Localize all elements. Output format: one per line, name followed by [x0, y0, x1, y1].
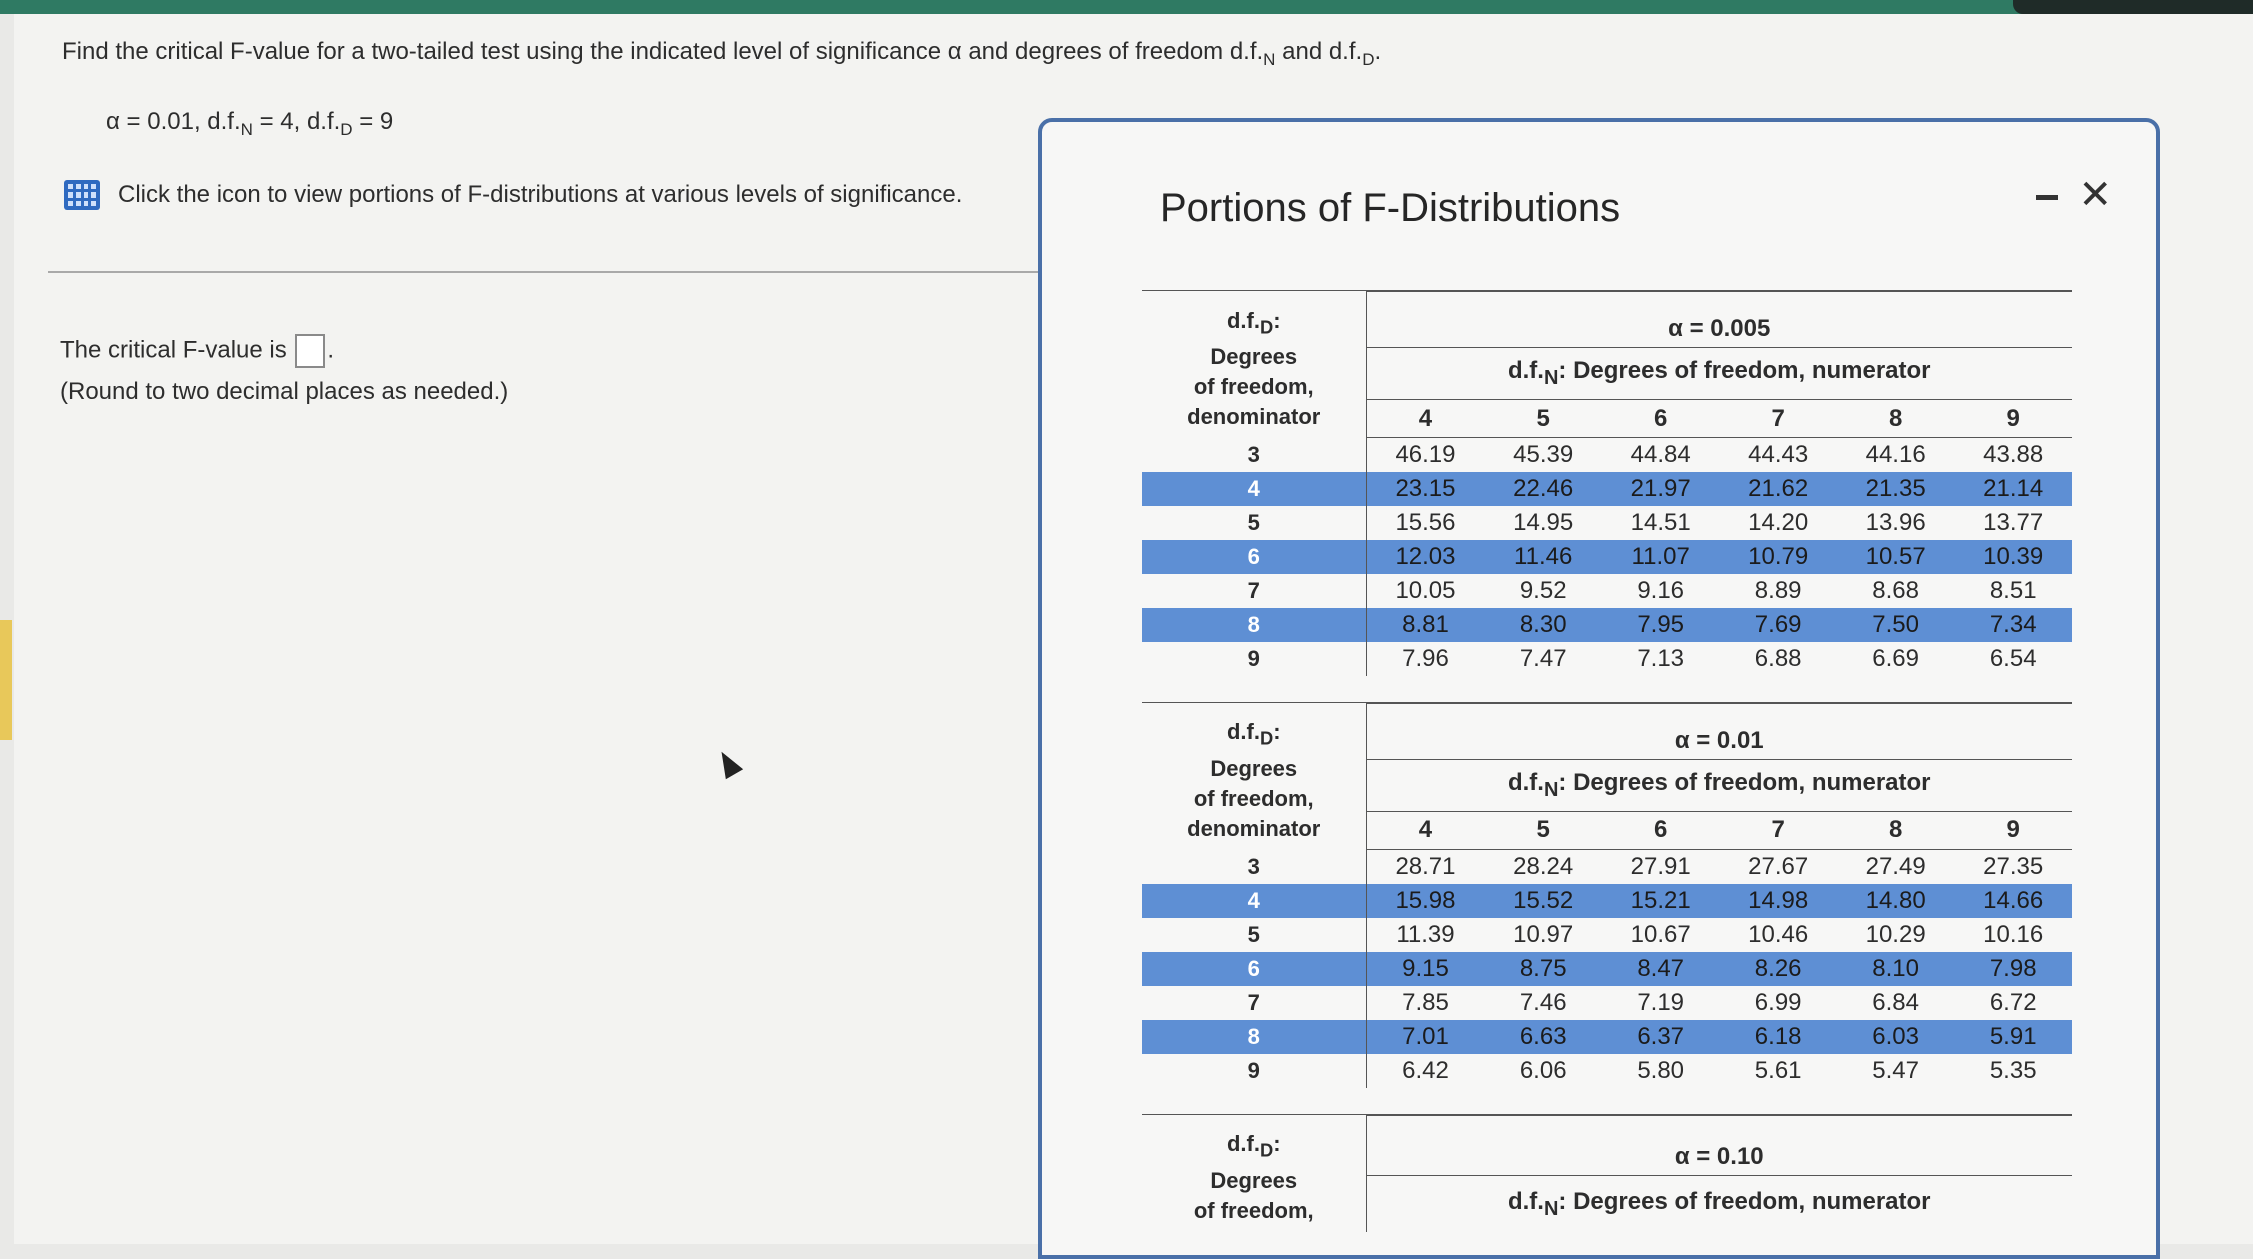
denominator-value: 6 [1142, 540, 1366, 574]
f-value-cell: 10.46 [1748, 920, 1809, 948]
f-value-cell: 6.18 [1719, 1020, 1836, 1054]
minimize-icon[interactable] [2032, 180, 2062, 210]
f-value-cell: 14.95 [1513, 508, 1574, 536]
f-value-cell: 8.26 [1719, 952, 1836, 986]
f-value-cell: 10.57 [1837, 540, 1954, 574]
denominator-value: 8 [1142, 1020, 1366, 1054]
f-value-cell: 8.51 [1989, 576, 2037, 604]
f-value-cell: 21.62 [1719, 472, 1836, 506]
f-value-cell: 28.71 [1395, 853, 1456, 881]
table-grid-icon[interactable] [64, 180, 100, 210]
denominator-label: $d.f._D$: [1226, 307, 1281, 337]
f-value-cell: 6.84 [1872, 988, 1919, 1016]
denominator-value: 5 [1142, 506, 1366, 540]
f-value-cell: 27.35 [1983, 853, 2044, 881]
denominator-value: 7 [1142, 574, 1366, 608]
column-header: 5 [1484, 811, 1601, 850]
f-value-cell: 8.89 [1754, 576, 1802, 604]
numerator-label: $d.f._N$: Degrees of freedom, numerator [1366, 1176, 2072, 1232]
table-row [1142, 506, 2072, 540]
f-value-cell: 11.07 [1602, 540, 1719, 574]
f-table [1142, 1115, 2072, 1232]
f-value-cell: 27.67 [1748, 853, 1809, 881]
question-text: Find the critical F-value for a two-tailed test using the indicated level of significance α and degrees of freedom $d.f._N$ and $d.f._D$. [62, 38, 1382, 69]
f-value-cell: 7.95 [1602, 608, 1719, 642]
f-value-cell: 27.49 [1865, 853, 1926, 881]
f-value-cell: 21.97 [1602, 472, 1719, 506]
f-value-cell: 7.19 [1637, 988, 1685, 1016]
denominator-value: 9 [1142, 1054, 1366, 1088]
column-header: 6 [1602, 399, 1719, 438]
f-value-cell: 23.15 [1366, 472, 1484, 506]
denominator-label-line: Degrees [1210, 1167, 1298, 1193]
f-value-cell: 10.16 [1983, 920, 2044, 948]
table-row [1142, 438, 2072, 472]
answer-area: The critical F-value is . (Round to two decimal places as needed.) [60, 334, 508, 406]
f-value-cell: 7.85 [1402, 988, 1449, 1016]
f-value-cell: 14.51 [1630, 508, 1691, 536]
table-row [1142, 850, 2072, 884]
answer-hint: (Round to two decimal places as needed.) [60, 378, 509, 405]
f-value-cell: 6.06 [1519, 1056, 1567, 1084]
f-value-cell: 7.46 [1519, 988, 1567, 1016]
f-value-cell: 7.01 [1366, 1020, 1484, 1054]
table-row [1142, 952, 2072, 986]
top-bar-corner [2013, 0, 2253, 14]
f-value-cell: 7.98 [1954, 952, 2072, 986]
denominator-value: 8 [1142, 608, 1366, 642]
f-value-cell: 13.77 [1983, 508, 2044, 536]
f-value-cell: 7.13 [1637, 644, 1685, 672]
f-value-cell: 6.72 [1989, 988, 2037, 1016]
denominator-value: 7 [1142, 986, 1366, 1020]
column-header: 5 [1484, 399, 1601, 438]
denominator-value: 4 [1142, 884, 1366, 918]
column-header: 4 [1366, 811, 1484, 850]
f-value-cell: 8.30 [1484, 608, 1601, 642]
f-value-cell: 15.21 [1602, 884, 1719, 918]
column-header: 7 [1719, 811, 1836, 850]
f-value-cell: 15.56 [1395, 508, 1456, 536]
denominator-label-line: of freedom, [1193, 1197, 1314, 1223]
given-parameters: α = 0.01, $d.f._N = 4$, $d.f._D = 9$ [106, 108, 394, 139]
f-value-cell: 7.47 [1519, 644, 1567, 672]
f-distribution-dialog [1038, 118, 2160, 1259]
block-gap [1142, 676, 2072, 702]
f-value-cell: 9.52 [1519, 576, 1567, 604]
view-table-text: Click the icon to view portions of F-distributions at various levels of significance. [118, 181, 963, 208]
f-value-cell: 6.88 [1754, 644, 1802, 672]
f-value-cell: 44.16 [1865, 441, 1926, 469]
f-value-cell: 9.16 [1637, 576, 1685, 604]
f-value-cell: 10.67 [1630, 920, 1691, 948]
f-value-cell: 22.46 [1484, 472, 1601, 506]
column-header: 6 [1602, 811, 1719, 850]
f-value-cell: 6.54 [1989, 644, 2037, 672]
f-table [1142, 703, 2072, 1088]
alpha-block [1142, 290, 2072, 676]
f-value-cell: 6.03 [1837, 1020, 1954, 1054]
mouse-cursor-icon [713, 747, 743, 780]
denominator-label-line: denominator [1187, 403, 1321, 429]
f-value-cell: 7.96 [1402, 644, 1449, 672]
denominator-value: 9 [1142, 642, 1366, 676]
column-header: 9 [1954, 811, 2072, 850]
f-value-cell: 7.69 [1719, 608, 1836, 642]
answer-prefix: The critical F-value is [60, 336, 287, 364]
f-value-cell: 11.46 [1484, 540, 1601, 574]
f-value-cell: 21.14 [1954, 472, 2072, 506]
table-row [1142, 642, 2072, 676]
f-value-cell: 5.80 [1637, 1056, 1685, 1084]
table-row [1142, 986, 2072, 1020]
f-value-cell: 6.69 [1872, 644, 1919, 672]
table-row [1142, 608, 2072, 642]
view-table-link[interactable] [64, 180, 962, 210]
f-value-cell: 14.98 [1719, 884, 1836, 918]
f-value-cell: 15.52 [1484, 884, 1601, 918]
denominator-header [1142, 703, 1366, 849]
table-row [1142, 918, 2072, 952]
f-value-cell: 6.63 [1484, 1020, 1601, 1054]
denominator-label: $d.f._D$: [1226, 1131, 1281, 1161]
f-value-cell: 8.47 [1602, 952, 1719, 986]
denominator-value: 6 [1142, 952, 1366, 986]
denominator-value: 3 [1142, 850, 1366, 884]
f-value-cell: 7.34 [1954, 608, 2072, 642]
f-value-cell: 10.29 [1865, 920, 1926, 948]
column-header: 7 [1719, 399, 1836, 438]
f-value-cell: 12.03 [1366, 540, 1484, 574]
dialog-title: Portions of F-Distributions [1160, 186, 1621, 230]
f-distribution-table [1142, 290, 2072, 1232]
table-row [1142, 472, 2072, 506]
f-value-cell: 44.43 [1748, 441, 1809, 469]
f-value-cell: 13.96 [1865, 508, 1926, 536]
denominator-value: 4 [1142, 472, 1366, 506]
denominator-label-line: Degrees [1210, 755, 1298, 781]
table-row [1142, 1020, 2072, 1054]
f-value-cell: 5.61 [1754, 1056, 1802, 1084]
f-value-cell: 6.37 [1602, 1020, 1719, 1054]
f-value-cell: 43.88 [1983, 441, 2044, 469]
f-value-cell: 27.91 [1630, 853, 1691, 881]
f-table [1142, 291, 2072, 676]
column-header: 8 [1837, 811, 1954, 850]
f-value-cell: 6.42 [1402, 1056, 1449, 1084]
f-value-cell: 9.15 [1366, 952, 1484, 986]
f-value-cell: 5.47 [1872, 1056, 1919, 1084]
f-value-cell: 8.75 [1484, 952, 1601, 986]
answer-input[interactable] [295, 334, 325, 368]
denominator-value: 3 [1142, 438, 1366, 472]
table-row [1142, 1054, 2072, 1088]
f-value-cell: 14.66 [1954, 884, 2072, 918]
f-value-cell: 45.39 [1513, 441, 1574, 469]
left-edge-marker [0, 620, 12, 740]
top-bar [0, 0, 2253, 14]
table-row [1142, 574, 2072, 608]
f-value-cell: 8.10 [1837, 952, 1954, 986]
f-value-cell: 44.84 [1630, 441, 1691, 469]
f-value-cell: 11.39 [1396, 920, 1455, 948]
table-row [1142, 540, 2072, 574]
denominator-label-line: of freedom, [1193, 373, 1314, 399]
f-value-cell: 21.35 [1837, 472, 1954, 506]
column-header: 9 [1954, 399, 2072, 438]
alpha-block-partial [1142, 1114, 2072, 1232]
f-value-cell: 5.35 [1989, 1056, 2037, 1084]
f-value-cell: 10.39 [1954, 540, 2072, 574]
table-row [1142, 884, 2072, 918]
f-value-cell: 15.98 [1366, 884, 1484, 918]
f-value-cell: 10.97 [1513, 920, 1574, 948]
denominator-header [1142, 292, 1366, 438]
denominator-label-line: of freedom, [1193, 785, 1314, 811]
denominator-label: $d.f._D$: [1226, 719, 1281, 749]
close-icon[interactable]: ✕ [2078, 173, 2112, 217]
column-header: 8 [1837, 399, 1954, 438]
divider [48, 271, 1048, 273]
denominator-header [1142, 1115, 1366, 1231]
block-gap [1142, 1088, 2072, 1114]
f-value-cell: 8.81 [1366, 608, 1484, 642]
f-value-cell: 8.68 [1872, 576, 1919, 604]
alpha-block [1142, 702, 2072, 1088]
f-value-cell: 10.05 [1395, 576, 1456, 604]
alpha-label: α = 0.005 [1366, 292, 2072, 348]
numerator-label: $d.f._N$: Degrees of freedom, numerator [1366, 759, 2072, 811]
column-header: 4 [1366, 399, 1484, 438]
f-value-cell: 46.19 [1395, 441, 1456, 469]
alpha-label: α = 0.10 [1366, 1115, 2072, 1176]
f-value-cell: 5.91 [1954, 1020, 2072, 1054]
alpha-label: α = 0.01 [1366, 703, 2072, 759]
f-value-cell: 28.24 [1513, 853, 1574, 881]
denominator-label-line: denominator [1187, 815, 1321, 841]
f-value-cell: 6.99 [1754, 988, 1802, 1016]
numerator-label: $d.f._N$: Degrees of freedom, numerator [1366, 347, 2072, 399]
denominator-label-line: Degrees [1210, 343, 1298, 369]
f-value-cell: 10.79 [1719, 540, 1836, 574]
denominator-value: 5 [1142, 918, 1366, 952]
f-value-cell: 7.50 [1837, 608, 1954, 642]
f-value-cell: 14.80 [1837, 884, 1954, 918]
f-value-cell: 14.20 [1748, 508, 1809, 536]
